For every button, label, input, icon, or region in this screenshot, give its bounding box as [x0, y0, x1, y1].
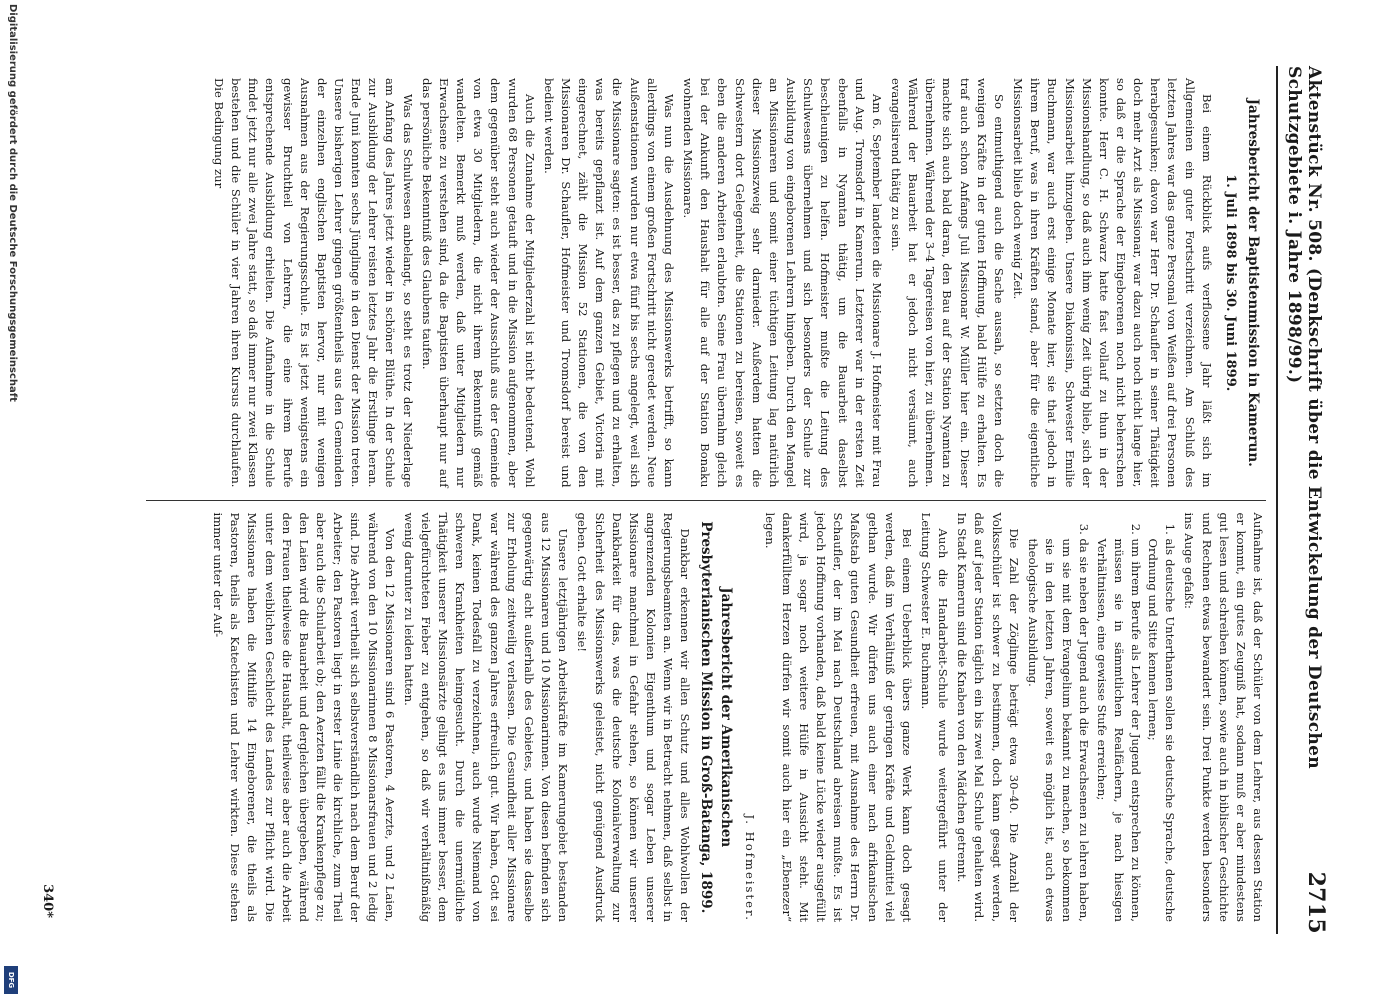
running-title: Aktenstück Nr. 508. (Denkschrift über die Entwickelung der Deutschen Schutzgebiete i. Jahre 1898/99.)	[1284, 66, 1324, 769]
paragraph: Auch die Handarbeit-Schule wurde weitergeführt unter der Leitung Schwester E. Buchmann.	[919, 512, 951, 922]
list-item: 2. um ihrem Berufe als Lehrer der Jugend entsprechen zu können, müssen sie in sämmtlichen Realfächern, je nach hiesigen Verhältnissen, eine gewisse Stufe erreichen;	[1092, 539, 1143, 923]
list-item: 3. da sie neben der Jugend auch die Erwachsenen zu lehren haben, um sie mit dem Evangelium bekannt zu machen, so bekommen sie in den letzten Jahren, soweit es möglich ist, auch etwas theologische Ausbildung.	[1024, 539, 1093, 923]
paragraph: Von den 12 Missionaren sind 6 Pastoren, 4 Aerzte, und 2 Laien, während von den 10 Missionarinnen 8 Missionarsfrauen und 2 ledig sind. Die Arbeit vertheilt sich selbstverständlich nach dem Beruf der Arbeiter; den Pastoren liegt in erster Linie die kirchliche, zum Theil aber auch die Schularbeit ob; den Aerzten fällt die Krankenpflege zu; den Laien wird die Bauarbeit und dergleichen übergeben, während den Frauen theilweise die Haushalt, theilweise aber auch die Arbeit unter dem weiblichen Geschlecht des Landes zur Pflicht wird. Die Missionare haben die Mithilfe 14 Eingeborener, die theils als Pastoren, theils als Katechisten und Lehrer wirkten. Diese stehen immer unter der Auf-	[211, 512, 397, 922]
column-left	[146, 66, 1266, 500]
paragraph: Dankbar erkennen wir allen Schutz und alles Wohlwollen der Regierungsbeamten an. Wenn wir in Betracht nehmen, daß selbst in angrenzenden Kolonien Eigenthum und sogar Leben unserer Missionare manchmal in Gefahr stehen, so können wir unserer Dankbarkeit für das, was die deutsche Kolonialverwaltung zur Sicherheit des Missionswerks geleistet, nicht genügend Ausdruck geben. Gott erhalte sie!	[575, 512, 693, 922]
paragraph: Auch die Zunahme der Mitgliederzahl ist nicht bedeutend. Wohl wurden 68 Personen getauft und in die Mission aufgenommen, aber dem gegenüber steht auch wieder der Ausschluß aus der Gemeinde von etwa 30 Mitgliedern, die nicht ihrem Bekenntniß gemäß wandelten. Bemerkt muß werden, daß unter Mitgliedern nur Erwachsene zu verstehen sind, da die Baptisten überhaupt nur auf das persönliche Bekenntniß des Glaubens taufen.	[419, 78, 537, 488]
footer-number: 340*	[40, 884, 55, 918]
report-period: 1. Juli 1898 bis 30. Juni 1899.	[1223, 174, 1239, 392]
report-heading-presbyterian: Jahresbericht der Amerikanischen Presbyterianischen Mission in Groß-Batanga, 1899.	[698, 521, 735, 914]
dfg-logo-text: DFG	[7, 971, 15, 989]
paragraph: Was das Schulwesen anbelangt, so steht es trotz der Niederlage am Anfang des Jahres jetzt wieder in schöner Blüthe. In der Schule zur Ausbildung der Lehrer reisten letztes Jahr die Erstlinge heran. Ende Juni konnten sechs Jünglinge in den Dienst der Mission treten. Unsere bisherigen Lehrer gingen größtentheils aus den Gemeinden der einzelnen englischen Baptisten hervor, nur mit wenigen Ausnahmen aus der Regierungsschule. Es ist jetzt wenigstens ein gewisser Bruchtheil von Lehrern, die eine ihrem Berufe entsprechende Ausbildung erhielten. Die Aufnahme in die Schule findet jetzt nur alle zwei Jahre statt, so daß immer nur zwei Klassen bestehen und die Schüler in vier Jahren ihren Kursus durchlaufen. Die Bedingung zur	[211, 78, 415, 488]
text-columns	[146, 66, 1266, 934]
paragraph: Was nun die Ausdehnung des Missionswerks betrifft, so kann allerdings von einem großen Fortschritt nicht geredet werden. Neue Außenstationen wurden nur etwa fünf bis sechs angelegt, weil sich die Missionare sagten: es ist besser, das zu pflegen und zu erhalten, was bereits gepflanzt ist. Auf dem ganzen Gebiet, Victoria mit eingerechnet, zählt die Mission 52 Stationen, die von den Missionaren Dr. Schaufler, Hofmeister und Tromsdorf bereist und bedient werden.	[541, 78, 676, 488]
page-number: 2715	[1303, 871, 1329, 934]
paragraph: Aufnahme ist, daß der Schüler von dem Lehrer, aus dessen Station er kommt, ein gutes Zeugniß hat, sodann muß er aber mindestens gut lesen und schreiben können, sowie auch in biblischer Geschichte und Rechnen etwas bewandert sein. Drei Punkte werden besonders ins Auge gefaßt:	[1182, 512, 1265, 922]
signature: J. Hofmeister.	[743, 814, 758, 922]
paragraph: Bei einem Ueberblick übers ganze Werk kann doch gesagt werden, daß im Verhältniß der geringen Kräfte und Geldmittel viel gethan wurde. Wir dürfen uns auch einer nach afrikanischen Maßstab guten Gesundheit erfreuen, mit Ausnahme des Herrn Dr. Schaufler, der im Mai nach Deutschland abreisen mußte. Es ist jedoch Hoffnung vorhanden, daß bald keine Lücke wieder ausgefüllt wird, ja sogar noch weitere Hülfe in Aussicht steht. Mit dankerfülltem Herzen dürfen wir somit auch hier ein „Ebenezer“ legen.	[762, 512, 914, 922]
paragraph: Unsere letztjährigen Arbeitskräfte im Kamerungebiet bestanden aus 12 Missionaren und 10 Missionarinnen. Von diesen befinden sich gegenwärtig acht außerhalb des Gebietes, und haben sie dasselbe zur Erholung zeitweilig verlassen. Die Gesundheit aller Missionare war während des ganzen Jahres erfreulich gut. Wir haben, Gott sei Dank, keinen Todesfall zu verzeichnen, auch wurde Niemand von schweren Krankheiten heimgesucht. Durch die unermüdliche Thätigkeit unserer Missionsärzte gelingt es uns immer besser, dem vielgefürchteten Fieber zu entgehen, so daß wir verhältnißmäßig wenig darunter zu leiden hatten.	[401, 512, 571, 922]
column-right	[146, 500, 1266, 935]
page-header	[1276, 66, 1329, 934]
admission-points-list	[1024, 513, 1178, 923]
paragraph: Bei einem Rückblick aufs verflossene Jahr läßt sich im Allgemeinen ein guter Fortschritt verzeichnen. Am Schluß des letzten Jahres war das ganze Personal von Weißen auf drei Personen herabgesunken; davon war Herr Dr. Schaufler in seiner Thätigkeit doch mehr Arzt als Missionar, war dazu auch noch nicht lange hier, so daß er die Sprache der Eingeborenen noch nicht beherrschen konnte. Herr C. H. Schwarz hatte fast vollauf zu thun in der Missionshandlung, so daß auch ihm wenig Zeit übrig blieb, sich der Missionsarbeit hinzugeben. Unsere Diakonissin, Schwester Emilie Buchmann, war auch erst einige Monate hier, sie that jedoch in ihrem Beruf, was in ihren Kräften stand, aber für die eigentliche Missionsarbeit blieb doch wenig Zeit.	[1011, 78, 1214, 488]
paragraph: Die Zahl der Zöglinge beträgt etwa 30–40. Die Anzahl der Volksschüler ist schwer zu bestimmen, doch kann gesagt werden, daß auf jeder Station täglich ein bis zwei Mal Schule gehalten wird. In Stadt Kamerun sind die Knaben von den Mädchen getrennt.	[955, 512, 1021, 922]
funding-notice: Digitalisierung gefördert durch die Deutsche Forschungsgemeinschaft	[7, 4, 18, 402]
report-heading-baptist: Jahresbericht der Baptistenmission in Kamerun.	[1245, 98, 1261, 467]
list-item: 1. als deutsche Unterthanen sollen sie deutsche Sprache, deutsche Ordnung und Sitte kennen lernen;	[1144, 539, 1178, 923]
paragraph: Am 6. September landeten die Missionare J. Hofmeister mit Frau und Aug. Tromsdorf in Kamerun. Letzterer war in der ersten Zeit ebenfalls in Nyamtan thätig, um die Bauarbeit daselbst beschleunigen zu helfen. Hofmeister mußte die Leitung des Schulwesens übernehmen und sich besonders der Schule zur Ausbildung von eingeborenen Lehrern hingeben. Durch den Mangel an Missionaren und somit einer tüchtigen Leitung lag natürlich dieser Missionszweig sehr darnieder. Außerdem hatten die Schwestern dort Gelegenheit, die Stationen zu bereisen, soweit es eben die anderen Arbeiten erlaubten. Seine Frau übernahm gleich bei der Ankunft den Haushalt für alle auf der Station Bonaku wohnenden Missionare.	[681, 78, 884, 488]
paragraph: So entmuthigend auch die Sache aussah, so setzten doch die wenigen Kräfte in der guten Hoffnung, bald Hülfe zu erhalten. Es traf auch schon Anfangs Juli Missionar W. Müller hier ein. Dieser machte sich auch bald daran, den Bau auf der Station Nyamtan zu übernehmen. Während der 3–4 Tagereisen von hier, zu übernehmen. Während der Bauarbeit hat er jedoch nicht versäumt, auch evangelisirend thätig zu sein.	[888, 78, 1006, 488]
